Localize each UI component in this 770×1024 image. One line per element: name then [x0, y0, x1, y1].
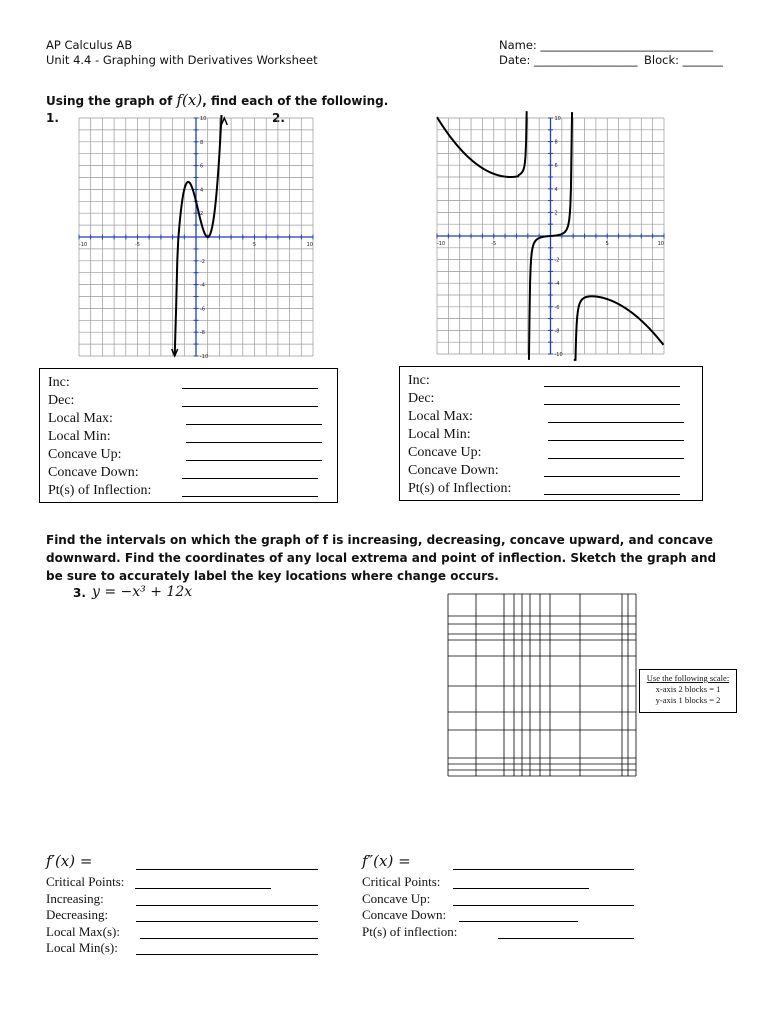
box1-answer-line-0[interactable] — [182, 388, 318, 389]
bottom_left-label-1: Increasing: — [46, 890, 104, 906]
box2-label-0: Inc: — [408, 373, 430, 388]
course-title: AP Calculus AB — [46, 38, 133, 52]
answer-box-1 — [39, 368, 338, 503]
box1-answer-line-4[interactable] — [186, 460, 322, 461]
second-derivative-answer-line[interactable] — [453, 869, 634, 870]
scale-box — [639, 669, 737, 713]
y-tick-label: -6 — [554, 304, 560, 311]
bottom_left-label-2: Decreasing: — [46, 907, 109, 922]
y-tick-label: 10 — [200, 116, 207, 122]
y-tick-label: 2 — [200, 211, 204, 218]
first-derivative-label: f′(x) = — [46, 852, 93, 870]
graph-2 — [437, 116, 664, 358]
y-tick-label: -10 — [554, 352, 563, 358]
bottom_right-answer-line-3[interactable] — [498, 938, 634, 939]
x-tick-label: 5 — [605, 241, 609, 247]
y-tick-label: 6 — [200, 163, 204, 170]
instruction-text: Using the graph of — [46, 94, 173, 108]
box1-label-2: Local Max: — [48, 411, 113, 426]
y-tick-label: -8 — [200, 330, 205, 337]
x-tick-label: -10 — [437, 241, 446, 247]
scale-x-axis: x-axis 2 blocks = 1 — [655, 684, 721, 694]
x-tick-label: 5 — [252, 242, 257, 248]
box1-answer-line-5[interactable] — [182, 478, 318, 479]
bottom_right-answer-line-2[interactable] — [459, 921, 578, 922]
box2-answer-line-5[interactable] — [544, 476, 680, 477]
box2-label-2: Local Max: — [408, 409, 473, 424]
box2-label-5: Concave Down: — [408, 463, 499, 478]
name-field[interactable]: Name: ______________________________ — [499, 38, 713, 52]
bottom_left-label-4: Local Min(s): — [46, 940, 118, 955]
x-tick-label: 10 — [306, 242, 313, 248]
box1-label-4: Concave Up: — [48, 447, 122, 462]
unit-title: Unit 4.4 - Graphing with Derivatives Worksheet — [46, 53, 318, 67]
box2-label-1: Dec: — [408, 391, 435, 406]
scale-y-axis: y-axis 1 blocks = 2 — [655, 695, 721, 705]
bottom_right-label-0: Critical Points: — [362, 874, 441, 889]
y-tick-label: -2 — [554, 257, 560, 264]
bottom_right-label-2: Concave Down: — [362, 907, 447, 922]
instruction-text-end: , find each of the following. — [202, 94, 389, 108]
bottom_left-answer-line-3[interactable] — [140, 938, 318, 939]
answer-box-2 — [399, 366, 703, 501]
bottom_right-answer-line-1[interactable] — [453, 905, 634, 906]
x-tick-label: -5 — [491, 241, 497, 247]
y-tick-label: 8 — [200, 139, 204, 146]
box2-answer-line-1[interactable] — [544, 404, 680, 405]
scale-title: Use the following scale: — [646, 673, 730, 683]
y-tick-label: 4 — [200, 187, 204, 194]
box2-label-4: Concave Up: — [408, 445, 482, 460]
bottom_left-label-0: Critical Points: — [46, 874, 125, 889]
y-tick-label: 6 — [554, 163, 558, 170]
box1-label-0: Inc: — [48, 375, 70, 390]
section1-instruction — [46, 91, 388, 109]
bottom_right-label-1: Concave Up: — [362, 890, 431, 906]
y-tick-label: -4 — [554, 281, 560, 288]
problem2-number: 2. — [272, 111, 285, 125]
bottom_right-label-3: Pt(s) of inflection: — [362, 923, 458, 939]
y-tick-label: 4 — [554, 186, 558, 193]
bottom_left-answer-line-2[interactable] — [136, 921, 318, 922]
x-tick-label: -10 — [79, 242, 88, 248]
box2-label-6: Pt(s) of Inflection: — [408, 481, 512, 496]
box1-answer-line-2[interactable] — [186, 424, 322, 425]
box2-answer-line-3[interactable] — [548, 440, 684, 441]
y-tick-label: -10 — [200, 354, 209, 360]
box2-answer-line-4[interactable] — [548, 458, 684, 459]
date-field[interactable]: Date: __________________ — [499, 53, 638, 67]
section2-instructions: Find the intervals on which the graph of f is increasing, decreasing, concave upward, and concave downward. Find the coordinates of any local extrema and point of inflection. Sketch the graph and be sure to accurately label the key locations where change occurs. — [46, 533, 717, 583]
bottom_left-answer-line-4[interactable] — [136, 954, 318, 955]
box2-answer-line-0[interactable] — [544, 386, 680, 387]
y-tick-label: 2 — [554, 210, 558, 217]
function-name: f(x) — [176, 91, 203, 109]
box1-answer-line-1[interactable] — [182, 406, 318, 407]
box2-label-3: Local Min: — [408, 427, 471, 442]
box1-label-6: Pt(s) of Inflection: — [48, 483, 152, 498]
box1-answer-line-6[interactable] — [182, 496, 318, 497]
problem3-number: 3. — [73, 586, 86, 600]
second-derivative-label: f″(x) = — [362, 852, 411, 870]
bottom_left-answer-line-1[interactable] — [136, 905, 318, 906]
first-derivative-answer-line[interactable] — [136, 869, 318, 870]
bottom_left-answer-line-0[interactable] — [135, 888, 271, 889]
graph-1 — [79, 116, 313, 360]
y-tick-label: 10 — [554, 116, 561, 122]
box1-label-1: Dec: — [48, 393, 75, 408]
box1-label-3: Local Min: — [48, 429, 111, 444]
x-tick-label: -5 — [135, 242, 140, 248]
y-tick-label: -8 — [554, 328, 560, 335]
y-tick-label: -2 — [200, 258, 205, 265]
y-tick-label: 8 — [554, 139, 558, 146]
bottom_right-answer-line-0[interactable] — [453, 888, 589, 889]
block-field[interactable]: Block: _______ — [644, 53, 723, 67]
sketch-grid[interactable] — [448, 594, 636, 776]
problem3-equation: y = −x³ + 12x — [92, 584, 193, 600]
box2-answer-line-6[interactable] — [544, 494, 680, 495]
box1-answer-line-3[interactable] — [186, 442, 322, 443]
y-tick-label: -4 — [200, 282, 205, 289]
x-tick-label: 10 — [657, 241, 664, 247]
box2-answer-line-2[interactable] — [548, 422, 684, 423]
bottom_left-label-3: Local Max(s): — [46, 923, 121, 939]
y-tick-label: -6 — [200, 306, 205, 313]
problem1-number: 1. — [46, 111, 59, 125]
box1-label-5: Concave Down: — [48, 465, 139, 480]
